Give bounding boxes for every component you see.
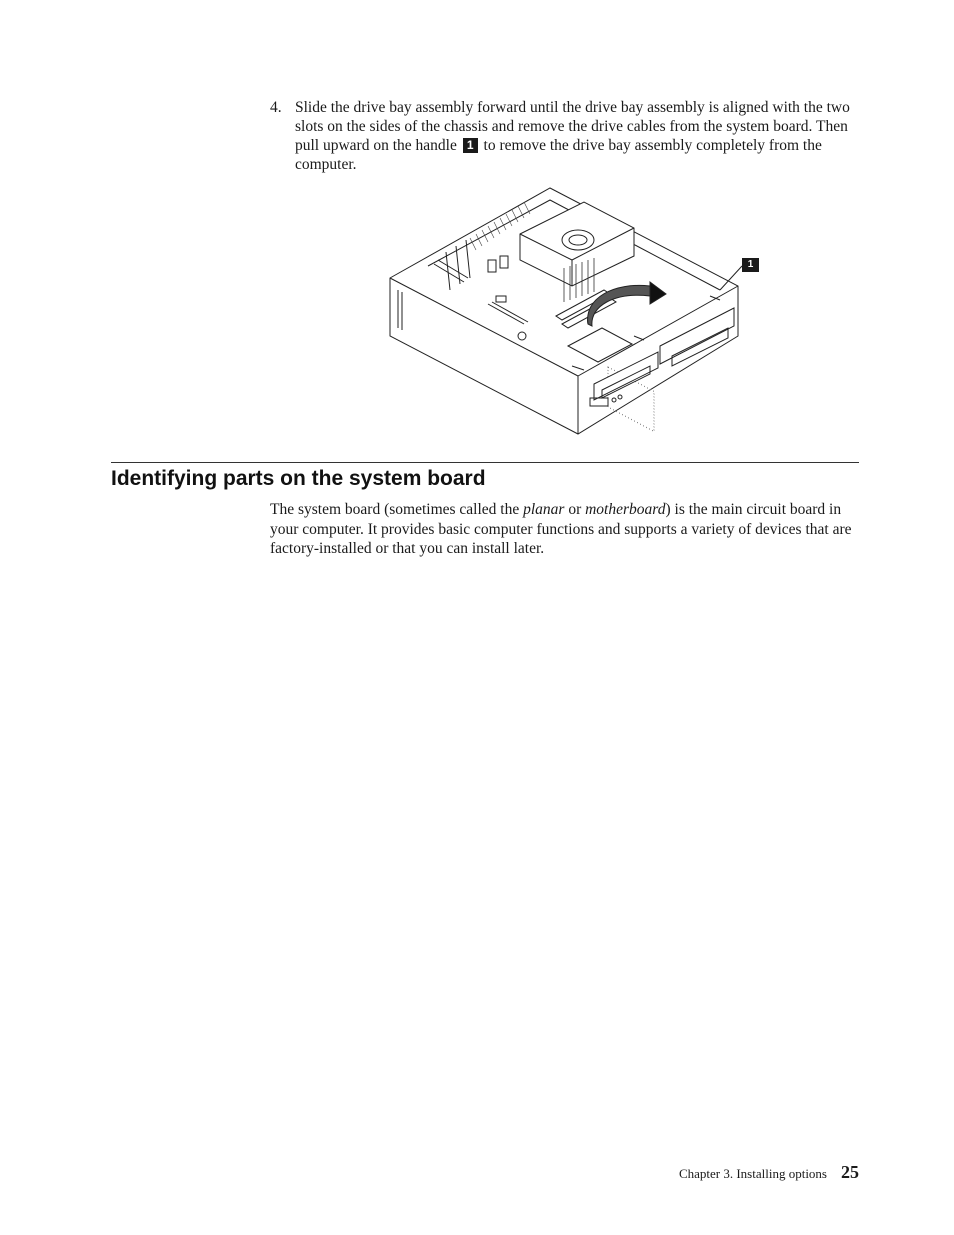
section-heading: Identifying parts on the system board xyxy=(111,467,486,490)
page-number: 25 xyxy=(841,1162,859,1182)
drive-bay-removal-illustration xyxy=(388,186,762,438)
figure-callout-1: 1 xyxy=(742,258,759,272)
para-italic-motherboard: motherboard xyxy=(585,501,666,518)
para-part2: or xyxy=(564,501,586,518)
section-rule xyxy=(111,462,859,463)
para-italic-planar: planar xyxy=(523,501,565,518)
section-paragraph xyxy=(270,500,860,559)
para-part3: ) is the main circuit board in your computer. It provides basic computer functions and supports a variety of devices that are factory-installed or that you can install later. xyxy=(270,501,852,557)
step-text-after: to remove the drive bay assembly completely from the computer. xyxy=(295,137,822,173)
handle-callout: 1 xyxy=(463,138,478,153)
page-footer xyxy=(679,1161,859,1185)
para-part1: The system board (sometimes called the xyxy=(270,501,524,518)
footer-chapter: Chapter 3. Installing options xyxy=(678,1166,827,1181)
step-text xyxy=(295,98,860,174)
step-text-before: Slide the drive bay assembly forward until the drive bay assembly is aligned with the two slots on the sides of the chassis and remove the drive cables from the system board. Then pull upward on the handle xyxy=(295,99,850,154)
step-number: 4. xyxy=(270,99,282,116)
